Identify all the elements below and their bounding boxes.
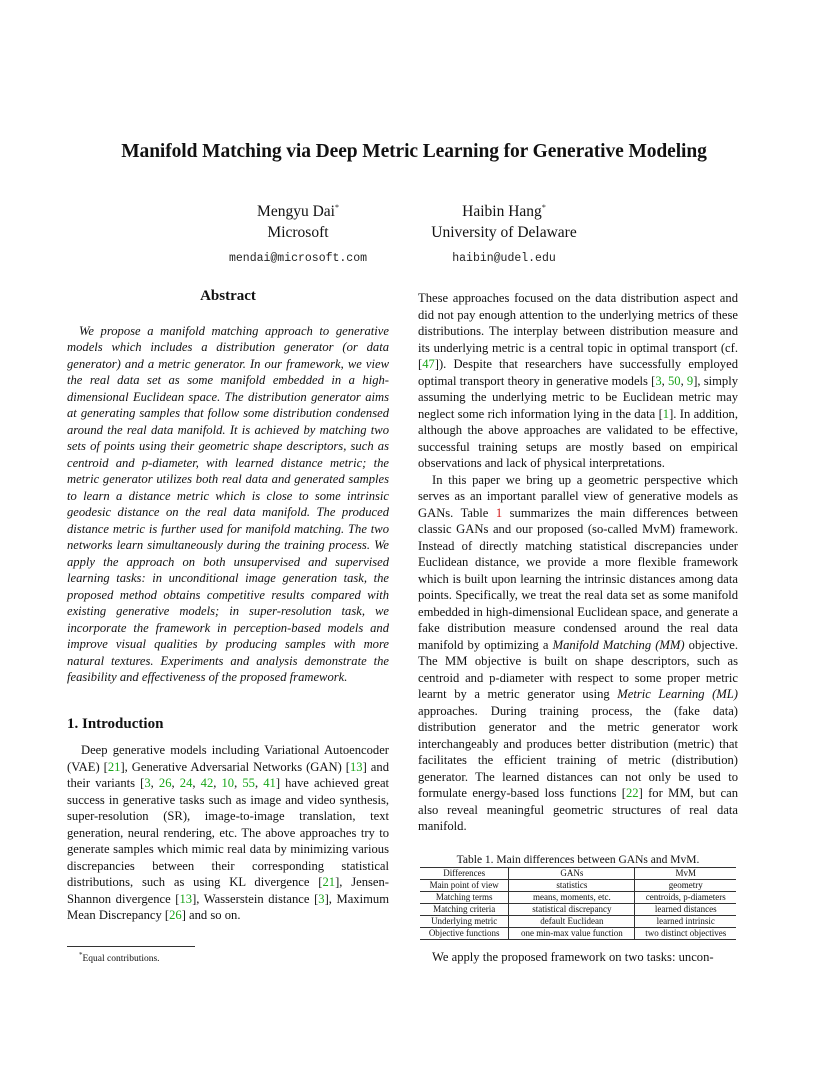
citation-link[interactable]: 26 — [169, 908, 182, 922]
text-run: approaches. During training process, the (fake data) distribution generator and the metric generator work interchangeably and produces better distribution (metric) that facilitates the efficient training of metric (distribution) generator. The learned distances can not only be used to formulate energy-based loss functions [ — [418, 703, 738, 800]
author-email: haibin@udel.edu — [452, 252, 556, 265]
citation-link[interactable]: 13 — [350, 759, 363, 774]
table-header-cell: MvM — [635, 868, 736, 880]
text-run: , — [150, 776, 159, 790]
abstract-text: We propose a manifold matching approach to generative models which includes a distribution generator (or data generator) and a metric generator. In our framework, we view the real data set as some manifold embedded in a high-dimensional Euclidean space. The distribution generator aims at generating samples that follow some distribution condensed around the real data manifold. It is achieved by matching two sets of points using their geometric shape descriptors, such as centroid and p-diameter, with learned distance metric; the metric generator utilizes both real data and generated samples to learn a distance metric which is close to some intrinsic geodesic distance on the real data manifold. The produced distance metric is further used for manifold matching. The two networks learn simultaneously during the training process. We apply the approach on both unsupervised and supervised learning tasks: in unconditional image generation task, the proposed method obtains competitive results compared with existing generative models; in super-resolution task, we incorporate the framework in perception-based models and improve visual qualities by producing samples with more natural textures. Experiments and analysis demonstrate the feasibility and effectiveness of the proposed framework. — [67, 323, 389, 684]
text-run: , — [661, 373, 668, 388]
text-run: ], Wasserstein distance [ — [192, 891, 319, 906]
text-run: , — [234, 776, 243, 790]
text-run: Deep generative models including Variational Autoencoder (VAE) [ — [67, 743, 389, 774]
citation-link[interactable]: 13 — [179, 891, 193, 906]
table-cell: Matching terms — [420, 892, 509, 904]
text-run: ]). Despite that researchers have successfully employed optimal transport theory in generative models [ — [418, 357, 738, 388]
table-cell: one min-max value function — [509, 928, 635, 940]
table-row — [420, 916, 736, 928]
citation-link[interactable]: 21 — [322, 875, 336, 889]
citation-link[interactable]: 22 — [625, 786, 639, 800]
text-run: , — [680, 373, 687, 388]
table-row — [420, 928, 736, 940]
text-run: ] and their variants [ — [67, 759, 389, 790]
table-header-cell: GANs — [509, 868, 635, 880]
citation-link[interactable]: 3 — [655, 373, 662, 388]
text-run: ] for MM, but can also reveal meaningful geometric structures of real data manifold. — [418, 786, 738, 833]
table-cell: centroids, p-diameters — [635, 892, 736, 904]
text-run: ], Jensen-Shannon divergence [ — [67, 875, 389, 906]
text-run: These approaches focused on the data distribution aspect and did not pay enough attention to the underlying metrics of these distributions. The interplay between distribution measure and its underlying metric is a central topic in optimal transport (cf. [ — [418, 291, 738, 371]
citation-link[interactable]: 3 — [318, 891, 325, 906]
citation-link[interactable]: 9 — [686, 373, 694, 388]
author-affiliation: University of Delaware — [431, 224, 577, 241]
citation-link[interactable]: 10 — [221, 776, 235, 790]
text-run: , — [192, 776, 201, 790]
table-header-cell: Differences — [420, 868, 509, 880]
text-run: , — [254, 776, 264, 790]
table-cell: default Euclidean — [509, 916, 635, 928]
equal-contribution-mark: * — [541, 203, 546, 212]
citation-link[interactable]: 26 — [158, 776, 172, 790]
text-run: ], Generative Adversarial Networks (GAN) [ — [120, 759, 350, 774]
text-run: ] and so on. — [181, 908, 241, 922]
left-column — [67, 288, 389, 924]
footnote-text: Equal contributions. — [82, 954, 160, 964]
table-cell: statistical discrepancy — [509, 904, 635, 916]
citation-link[interactable]: 41 — [263, 776, 276, 790]
table-caption: Table 1. Main differences between GANs and MvM. — [456, 854, 700, 866]
author-block-2 — [384, 197, 624, 269]
table-row — [420, 904, 736, 916]
text-run: , — [171, 776, 180, 790]
table-cell: Matching criteria — [420, 904, 509, 916]
body-paragraph — [418, 290, 738, 472]
table-reference-link[interactable]: 1 — [495, 505, 503, 520]
table-cell: geometry — [635, 880, 736, 892]
table-cell: Objective functions — [420, 928, 509, 940]
abstract-heading: Abstract — [200, 288, 256, 304]
emphasis-term: Metric Learning (ML) — [617, 687, 738, 701]
text-run: , — [213, 776, 222, 790]
citation-link[interactable]: 1 — [662, 406, 670, 421]
author-block-1 — [178, 197, 418, 269]
text-run: ], Maximum Mean Discrepancy [ — [67, 891, 389, 922]
text-run: ] have achieved great success in generative tasks such as image and video synthesis, super-resolution (SR), image-to-image translation, text generation, neural rendering, etc. The above approaches try to generate samples which mimic real data by minimizing various discrepancies between their corresponding statistical distributions, such as using KL divergence [ — [67, 776, 390, 889]
author-affiliation: Microsoft — [267, 224, 329, 241]
citation-link[interactable]: 47 — [422, 357, 435, 371]
table-row — [420, 880, 736, 892]
footnote-mark: * — [79, 951, 83, 959]
table-cell: learned distances — [635, 904, 736, 916]
table-cell: means, moments, etc. — [509, 892, 635, 904]
table-cell: learned intrinsic — [635, 916, 736, 928]
body-paragraph — [418, 472, 738, 835]
author-name: Haibin Hang — [462, 203, 542, 220]
right-column — [418, 290, 738, 835]
citation-link[interactable]: 21 — [107, 759, 121, 774]
citation-link[interactable]: 50 — [667, 373, 681, 388]
table-cell: Main point of view — [420, 880, 509, 892]
intro-paragraph — [67, 742, 389, 924]
body-paragraph-continued: We apply the proposed framework on two tasks: uncon- — [432, 950, 714, 964]
text-run: ]. In addition, although the above approaches are validated to be effective, successful training setups are mostly based on empirical observations and lack of physical interpretations. — [418, 406, 738, 470]
footnote-divider — [67, 946, 195, 947]
equal-contribution-mark: * — [334, 203, 339, 212]
text-run: objective. The MM objective is built on shape descriptors, such as centroid and p-diameter with respect to some proper metric learnt by a metric generator using — [418, 637, 738, 701]
table-cell: two distinct objectives — [635, 928, 736, 940]
section-heading-introduction: 1. Introduction — [67, 715, 164, 732]
paper-title: Manifold Matching via Deep Metric Learning for Generative Modeling — [121, 141, 707, 162]
author-email: mendai@microsoft.com — [228, 252, 368, 265]
table-cell: Underlying metric — [420, 916, 509, 928]
text-run: ], simply assuming the underlying metric to be Euclidean metric may neglect some rich information lying in the data [ — [418, 373, 739, 421]
table-row — [420, 892, 736, 904]
author-name: Mengyu Dai — [257, 203, 335, 220]
citation-link[interactable]: 3 — [144, 776, 151, 790]
citation-link[interactable]: 42 — [200, 776, 214, 790]
table-cell: statistics — [509, 880, 635, 892]
text-run: In this paper we bring up a geometric perspective which serves as an important parallel view of generative models as GANs. Table — [418, 472, 738, 520]
emphasis-term: Manifold Matching (MM) — [552, 637, 685, 652]
text-run: summarizes the main differences between classic GANs and our proposed (so-called MvM) framework. Instead of directly matching statistical discrepancies under Euclidean distance, we provide a more flexible framework which is built upon learning the intrinsic distances among data points. Specifically, we treat the real data set as some manifold embedded in high-dimensional Euclidean space, and generate a fake distribution measure condensed around the real data manifold by optimizing a — [418, 505, 738, 652]
footnote — [79, 951, 160, 964]
comparison-table — [420, 853, 736, 940]
citation-link[interactable]: 24 — [179, 776, 193, 790]
citation-link[interactable]: 55 — [242, 776, 255, 790]
